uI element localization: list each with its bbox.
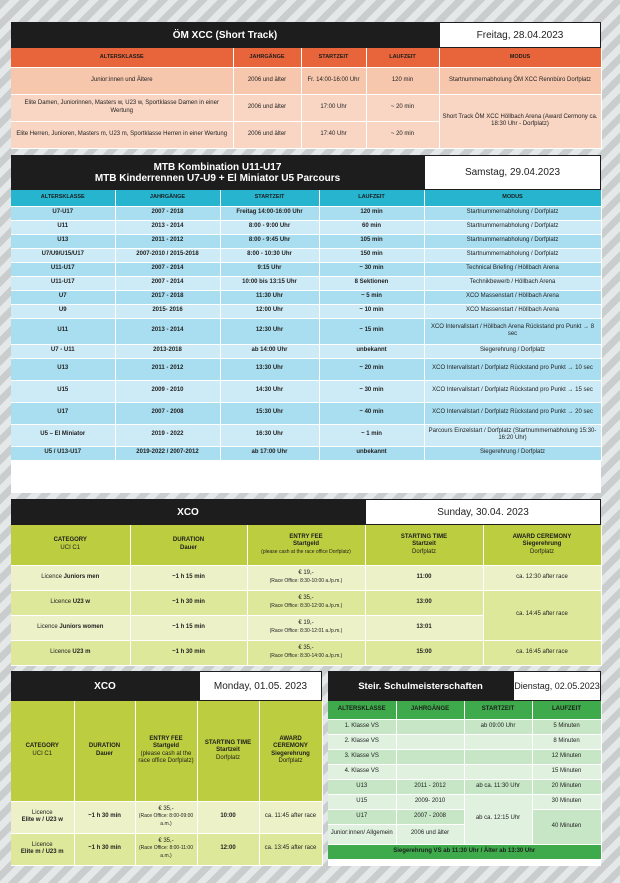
col-header bbox=[130, 525, 247, 565]
header-sub: Siegerehrung bbox=[271, 750, 310, 757]
cell: Junior:innen/ Allgemein bbox=[328, 824, 396, 844]
title-line-2: MTB Kinderrennen U7-U9 + El Miniator U5 Parcours bbox=[94, 172, 341, 184]
cell: ~ 5 min bbox=[319, 290, 424, 304]
cell: 2015- 2016 bbox=[115, 304, 220, 318]
cell: 14:30 Uhr bbox=[220, 380, 319, 402]
fee: € 35,- bbox=[298, 645, 314, 651]
cell bbox=[247, 640, 365, 665]
cell: 15:30 Uhr bbox=[220, 402, 319, 424]
table-row bbox=[11, 565, 601, 590]
header-text: ENTRY FEE bbox=[149, 735, 183, 742]
cell: 8:00 - 10:30 Uhr bbox=[220, 248, 319, 262]
cell: Elite Herren, Junioren, Masters m, U23 m, Sportklasse Herren in einer Wertung bbox=[11, 121, 233, 148]
cell: 8:00 - 9:45 Uhr bbox=[220, 234, 319, 248]
cell: ab ca. 11:30 Uhr bbox=[464, 779, 532, 794]
header-text: ENTRY FEE bbox=[289, 533, 323, 540]
cell: ~ 20 min bbox=[366, 121, 439, 148]
table-row bbox=[11, 446, 601, 460]
cell: 2007 - 2008 bbox=[115, 402, 220, 424]
section-date: Sunday, 30.04. 2023 bbox=[365, 499, 601, 525]
table-row bbox=[11, 220, 601, 234]
cell: 2009- 2010 bbox=[396, 794, 464, 809]
col-header bbox=[197, 701, 259, 801]
header-sub: Siegerehrung bbox=[522, 541, 562, 547]
table-row bbox=[11, 304, 601, 318]
cell: 2006 und älter bbox=[233, 121, 301, 148]
header-note: Dorfplatz bbox=[215, 754, 240, 761]
cell bbox=[396, 719, 464, 734]
cell: 1. Klasse VS bbox=[328, 719, 396, 734]
cell: 12:30 Uhr bbox=[220, 318, 319, 344]
cell: 11:30 Uhr bbox=[220, 290, 319, 304]
cell: 13:01 bbox=[365, 615, 483, 640]
col-header: STARTZEIT bbox=[464, 701, 532, 719]
cell: 2007 - 2014 bbox=[115, 276, 220, 290]
table-row bbox=[11, 276, 601, 290]
cell: U5 / U13-U17 bbox=[11, 446, 115, 460]
col-header: STARTZEIT bbox=[301, 48, 366, 67]
category: U23 w bbox=[72, 598, 91, 605]
cell: 2007 - 2008 bbox=[396, 809, 464, 824]
header-sub: UCI C1 bbox=[32, 750, 53, 757]
cell bbox=[464, 749, 532, 764]
office-hours: (Race Office: 8:30-12:01 a./p.m.) bbox=[269, 627, 343, 634]
cell: ~ 15 min bbox=[319, 318, 424, 344]
section-date: Dienstag, 02.05.2023 bbox=[513, 671, 601, 701]
header-sub: Startzeit bbox=[216, 747, 240, 753]
header-note: Dorfplatz bbox=[411, 548, 436, 555]
cell: U13 bbox=[11, 358, 115, 380]
section-mtb-kombination bbox=[11, 155, 601, 493]
col-header bbox=[11, 701, 74, 801]
cell: 2006 und älter bbox=[396, 824, 464, 844]
cell: 120 min bbox=[366, 67, 439, 94]
table-row bbox=[328, 764, 601, 779]
cell: ~1 h 30 min bbox=[74, 801, 135, 833]
cell: ab 14:00 Uhr bbox=[220, 344, 319, 358]
cell: Freitag 14:00-16:00 Uhr bbox=[220, 206, 319, 220]
table-row bbox=[328, 794, 601, 809]
cell: ~1 h 30 min bbox=[74, 833, 135, 865]
table-row bbox=[11, 380, 601, 402]
col-header: JAHRGÄNGE bbox=[115, 190, 220, 206]
table-row bbox=[11, 344, 601, 358]
cell: 2019-2022 / 2007-2012 bbox=[115, 446, 220, 460]
cell: U7-U17 bbox=[11, 206, 115, 220]
cell: ~ 30 min bbox=[319, 262, 424, 276]
col-header: MODUS bbox=[439, 48, 601, 67]
col-header bbox=[365, 525, 483, 565]
cell: ~ 20 min bbox=[319, 358, 424, 380]
cell: 2011 - 2012 bbox=[396, 779, 464, 794]
licence-label: Licence bbox=[31, 809, 53, 816]
cell: 2. Klasse VS bbox=[328, 734, 396, 749]
office-hours: (Race Office: 8:00-11:00 a.m.) bbox=[138, 845, 193, 859]
cell bbox=[247, 565, 365, 590]
category: Elite m / U23 m bbox=[20, 849, 64, 855]
cell: 12 Minuten bbox=[532, 749, 601, 764]
cell: Technikbewerb / Höllbach Arena bbox=[424, 276, 601, 290]
title-line-1: MTB Kombination U11-U17 bbox=[153, 161, 282, 173]
cell bbox=[464, 734, 532, 749]
section-title: ÖM XCC (Short Track) bbox=[11, 22, 439, 48]
cell: 13:00 bbox=[365, 590, 483, 615]
table-row bbox=[11, 262, 601, 276]
col-header: ALTERSKLASSE bbox=[11, 48, 233, 67]
header-text: STARTING TIME bbox=[204, 739, 252, 746]
cell: XCO Intervallstart / Dorfplatz Rückstand pro Punkt → 10 sec bbox=[424, 358, 601, 380]
cell: U11 bbox=[11, 220, 115, 234]
cell: 20 Minuten bbox=[532, 779, 601, 794]
category: Elite w / U23 w bbox=[21, 817, 63, 823]
header-text: DURATION bbox=[172, 537, 205, 544]
cell: 2017 - 2018 bbox=[115, 290, 220, 304]
cell: ca. 16:45 after race bbox=[483, 640, 601, 665]
schedule-table bbox=[11, 190, 602, 461]
cell: 2007-2010 / 2015-2018 bbox=[115, 248, 220, 262]
header-sub: Dauer bbox=[95, 750, 113, 757]
cell: Startnummernabholung / Dorfplatz bbox=[424, 206, 601, 220]
cell bbox=[11, 590, 130, 615]
table-row bbox=[328, 779, 601, 794]
cell: 2007 - 2014 bbox=[115, 262, 220, 276]
cell: ~1 h 15 min bbox=[130, 565, 247, 590]
xco-table bbox=[11, 701, 323, 866]
cell: ~1 h 30 min bbox=[130, 640, 247, 665]
cell: 17:40 Uhr bbox=[301, 121, 366, 148]
col-header bbox=[247, 525, 365, 565]
cell: 9:15 Uhr bbox=[220, 262, 319, 276]
cell bbox=[396, 734, 464, 749]
header-note: Dorfplatz bbox=[278, 758, 303, 765]
section-schulmeisterschaften bbox=[328, 671, 601, 866]
cell: XCO Intervallstart / Höllbach Arena Rückstand pro Punkt → 8 sec bbox=[424, 318, 601, 344]
cell: Fr. 14:00-16:00 Uhr bbox=[301, 67, 366, 94]
licence-label: Licence bbox=[50, 648, 73, 655]
cell: ~ 10 min bbox=[319, 304, 424, 318]
cell: 2006 und älter bbox=[233, 67, 301, 94]
cell: 5 Minuten bbox=[532, 719, 601, 734]
cell: Junior:innen und Ältere bbox=[11, 67, 233, 94]
cell: U15 bbox=[328, 794, 396, 809]
table-row bbox=[328, 734, 601, 749]
category: Juniors men bbox=[63, 573, 100, 580]
office-hours: (Race Office: 8:00-09:00 a.m.) bbox=[138, 813, 194, 827]
cell: 17:00 Uhr bbox=[301, 94, 366, 121]
cell bbox=[11, 565, 130, 590]
header-sub: Startgeld bbox=[152, 743, 179, 750]
header-sub: Dauer bbox=[179, 544, 197, 551]
category: Juniors women bbox=[59, 623, 104, 630]
cell: unbekannt bbox=[319, 344, 424, 358]
table-row bbox=[11, 234, 601, 248]
cell bbox=[464, 764, 532, 779]
cell: 2013 - 2014 bbox=[115, 318, 220, 344]
table-row bbox=[328, 719, 601, 734]
table-row bbox=[11, 424, 601, 446]
cell: XCO Massenstart / Höllbach Arena bbox=[424, 290, 601, 304]
table-row bbox=[11, 206, 601, 220]
section-date: Freitag, 28.04.2023 bbox=[439, 22, 601, 48]
cell: XCO Massenstart / Höllbach Arena bbox=[424, 304, 601, 318]
cell: 8 Sektionen bbox=[319, 276, 424, 290]
cell: Siegerehrung / Dorfplatz bbox=[424, 446, 601, 460]
header-note: (please cash at the race office Dorfplatz) bbox=[138, 750, 194, 765]
col-header: LAUFZEIT bbox=[319, 190, 424, 206]
cell: 13:30 Uhr bbox=[220, 358, 319, 380]
cell: XCO Intervallstart / Dorfplatz Rückstand pro Punkt → 15 sec bbox=[424, 380, 601, 402]
licence-label: Licence bbox=[50, 598, 73, 605]
section-xco-monday bbox=[11, 671, 322, 866]
col-header: ALTERSKLASSE bbox=[11, 190, 115, 206]
col-header: LAUFZEIT bbox=[532, 701, 601, 719]
cell: ab 17:00 Uhr bbox=[220, 446, 319, 460]
cell: 11:00 bbox=[365, 565, 483, 590]
cell bbox=[11, 801, 74, 833]
cell: ~ 40 min bbox=[319, 402, 424, 424]
table-row bbox=[11, 290, 601, 304]
col-header: ALTERSKLASSE bbox=[328, 701, 396, 719]
header-sub: UCI C1 bbox=[60, 544, 81, 551]
cell: Elite Damen, Juniorinnen, Masters w, U23 w, Sportklasse Damen in einer Wertung bbox=[11, 94, 233, 121]
cell bbox=[135, 833, 197, 865]
cell: Startnummernabholung / Dorfplatz bbox=[424, 234, 601, 248]
cell bbox=[11, 615, 130, 640]
cell: 12:00 bbox=[197, 833, 259, 865]
section-title: XCO bbox=[11, 499, 365, 525]
cell: Parcours Einzelstart / Dorfplatz (Startnummernabholung 15:30-16:20 Uhr) bbox=[424, 424, 601, 446]
col-header bbox=[11, 525, 130, 565]
cell: ~ 20 min bbox=[366, 94, 439, 121]
cell: 2007 - 2018 bbox=[115, 206, 220, 220]
header-text: CATEGORY bbox=[53, 537, 87, 544]
cell: Startnummernabholung / Dorfplatz bbox=[424, 220, 601, 234]
category: U23 m bbox=[72, 648, 91, 655]
header-sub: Startgeld bbox=[292, 541, 319, 547]
table-row bbox=[11, 640, 601, 665]
cell: Startnummernabholung ÖM XCC Rennbüro Dorfplatz bbox=[439, 67, 601, 94]
cell: Short Track ÖM XCC Höllbach Arena (Award Cermony ca. 18:30 Uhr - Dorfplatz) bbox=[439, 94, 601, 148]
cell: U17 bbox=[11, 402, 115, 424]
header-text: AWARD CEREMONY bbox=[512, 533, 572, 540]
cell: 4. Klasse VS bbox=[328, 764, 396, 779]
col-header: JAHRGÄNGE bbox=[396, 701, 464, 719]
section-title bbox=[11, 155, 424, 190]
cell: ~ 30 min bbox=[319, 380, 424, 402]
table-row bbox=[11, 358, 601, 380]
cell: ~1 h 15 min bbox=[130, 615, 247, 640]
col-header: JAHRGÄNGE bbox=[233, 48, 301, 67]
table-row bbox=[11, 248, 601, 262]
cell bbox=[11, 833, 74, 865]
header-text: AWARD CEREMONY bbox=[273, 735, 308, 750]
cell: 30 Minuten bbox=[532, 794, 601, 809]
office-hours: (Race Office: 8:30-14:00 a./p.m.) bbox=[269, 652, 343, 659]
licence-label: Licence bbox=[31, 841, 53, 848]
cell: U11-U17 bbox=[11, 276, 115, 290]
col-header: STARTZEIT bbox=[220, 190, 319, 206]
cell: ~ 1 min bbox=[319, 424, 424, 446]
header-text: CATEGORY bbox=[25, 743, 59, 750]
cell bbox=[247, 615, 365, 640]
cell: 10:00 bbox=[197, 801, 259, 833]
cell: 120 min bbox=[319, 206, 424, 220]
cell: ca. 14:45 after race bbox=[483, 590, 601, 640]
fee: € 35,- bbox=[158, 837, 174, 844]
cell: ab ca. 12:15 Uhr bbox=[464, 794, 532, 844]
footer-note: Siegerehrung VS ab 11:30 Uhr / Älter ab 13:30 Uhr bbox=[328, 844, 601, 859]
cell bbox=[11, 640, 130, 665]
cell: 8:00 - 9:00 Uhr bbox=[220, 220, 319, 234]
section-oem-xcc bbox=[11, 22, 601, 149]
office-hours: (Race Office: 8:30-12:00 a./p.m.) bbox=[269, 602, 343, 609]
fee: € 35,- bbox=[158, 805, 174, 812]
col-header: MODUS bbox=[424, 190, 601, 206]
cell: U11 bbox=[11, 318, 115, 344]
cell: 2011 - 2012 bbox=[115, 358, 220, 380]
cell: unbekannt bbox=[319, 446, 424, 460]
cell: 15:00 bbox=[365, 640, 483, 665]
cell: U13 bbox=[328, 779, 396, 794]
cell: U5 – El Miniator bbox=[11, 424, 115, 446]
section-title: XCO bbox=[11, 671, 199, 701]
col-header bbox=[74, 701, 135, 801]
cell: U7 - U11 bbox=[11, 344, 115, 358]
section-date: Samstag, 29.04.2023 bbox=[424, 155, 601, 190]
cell: 150 min bbox=[319, 248, 424, 262]
cell: 15 Minuten bbox=[532, 764, 601, 779]
cell: ca. 12:30 after race bbox=[483, 565, 601, 590]
cell: 8 Minuten bbox=[532, 734, 601, 749]
cell: 2009 - 2010 bbox=[115, 380, 220, 402]
table-row bbox=[11, 402, 601, 424]
cell: 40 Minuten bbox=[532, 809, 601, 844]
header-note: Dorfplatz bbox=[529, 548, 554, 555]
cell: ab 09:00 Uhr bbox=[464, 719, 532, 734]
table-row bbox=[328, 844, 601, 859]
licence-label: Licence bbox=[37, 623, 60, 630]
cell: U13 bbox=[11, 234, 115, 248]
cell: U17 bbox=[328, 809, 396, 824]
table-row bbox=[11, 590, 601, 615]
fee: € 35,- bbox=[298, 595, 314, 601]
cell: Siegerehrung / Dorfplatz bbox=[424, 344, 601, 358]
cell: 105 min bbox=[319, 234, 424, 248]
cell: XCO Intervallstart / Dorfplatz Rückstand pro Punkt → 20 sec bbox=[424, 402, 601, 424]
table-row bbox=[11, 833, 322, 865]
cell bbox=[135, 801, 197, 833]
table-row bbox=[11, 801, 322, 833]
cell: 60 min bbox=[319, 220, 424, 234]
table-row bbox=[328, 749, 601, 764]
cell: 2013 - 2014 bbox=[115, 220, 220, 234]
cell: ~1 h 30 min bbox=[130, 590, 247, 615]
header-text: STARTING TIME bbox=[400, 533, 448, 540]
cell: 2011 - 2012 bbox=[115, 234, 220, 248]
table-row bbox=[11, 67, 601, 94]
schedule-table bbox=[328, 701, 602, 860]
fee: € 19,- bbox=[298, 570, 314, 576]
cell: ca. 11:45 after race bbox=[259, 801, 322, 833]
header-text: DURATION bbox=[88, 743, 121, 750]
cell: 16:30 Uhr bbox=[220, 424, 319, 446]
col-header: LAUFZEIT bbox=[366, 48, 439, 67]
cell: U7/U9/U15/U17 bbox=[11, 248, 115, 262]
office-hours: (Race Office: 8:30-10:00 a./p.m.) bbox=[269, 577, 343, 584]
table-row bbox=[11, 94, 601, 121]
xco-table bbox=[11, 525, 602, 666]
cell: 2019 - 2022 bbox=[115, 424, 220, 446]
section-title: Steir. Schulmeisterschaften bbox=[328, 671, 513, 701]
cell: 2013-2018 bbox=[115, 344, 220, 358]
col-header bbox=[483, 525, 601, 565]
table-row bbox=[11, 318, 601, 344]
cell bbox=[247, 590, 365, 615]
licence-label: Licence bbox=[41, 573, 64, 580]
cell: ca. 13:45 after race bbox=[259, 833, 322, 865]
cell: 10:00 bis 13:15 Uhr bbox=[220, 276, 319, 290]
header-note: (please cash at the race office Dorfplatz) bbox=[261, 548, 351, 555]
cell: Startnummernabholung / Dorfplatz bbox=[424, 248, 601, 262]
schedule-table bbox=[11, 48, 602, 149]
section-xco-sunday bbox=[11, 499, 601, 665]
header-sub: Startzeit bbox=[412, 541, 436, 547]
cell bbox=[396, 749, 464, 764]
cell: Technical Briefing / Höllbach Arena bbox=[424, 262, 601, 276]
col-header bbox=[259, 701, 322, 801]
cell: U9 bbox=[11, 304, 115, 318]
col-header bbox=[135, 701, 197, 801]
cell: U11-U17 bbox=[11, 262, 115, 276]
cell: U7 bbox=[11, 290, 115, 304]
cell: U15 bbox=[11, 380, 115, 402]
cell: 12:00 Uhr bbox=[220, 304, 319, 318]
cell: 3. Klasse VS bbox=[328, 749, 396, 764]
cell bbox=[396, 764, 464, 779]
cell: 2006 und älter bbox=[233, 94, 301, 121]
section-date: Monday, 01.05. 2023 bbox=[199, 671, 322, 701]
fee: € 19,- bbox=[298, 620, 314, 626]
